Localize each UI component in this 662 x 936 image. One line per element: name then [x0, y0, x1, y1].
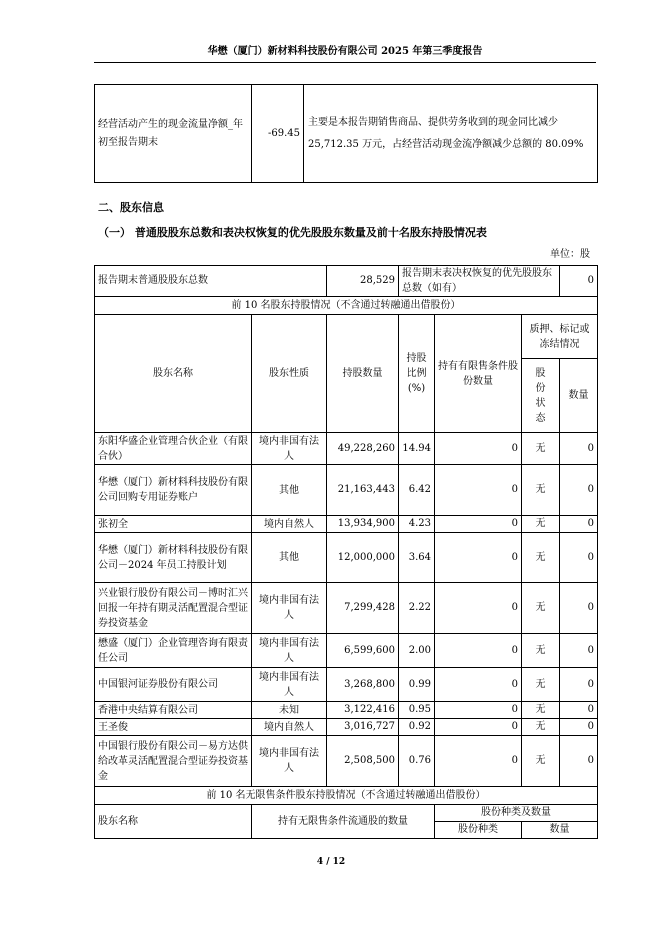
holder-rows — [95, 433, 598, 787]
holder-name: 懋盛（厦门）企业管理咨询有限责任公司 — [95, 634, 252, 668]
unrestricted-caption: 前 10 名无限售条件股东持股情况（不含通过转融通出借股份） — [95, 787, 598, 805]
holder-ratio: 14.94 — [399, 433, 435, 465]
section-title: 二、股东信息 — [98, 201, 164, 214]
holder-nature: 境内非国有法人 — [252, 668, 327, 702]
cash-flow-table — [94, 84, 598, 183]
holder-shares: 12,000,000 — [327, 533, 399, 583]
holder-ratio: 2.00 — [399, 634, 435, 668]
holder-restricted: 0 — [435, 668, 522, 702]
page-number: 4 / 12 — [316, 857, 346, 867]
holder-pledge-qty: 0 — [560, 634, 598, 668]
holder-row — [95, 433, 598, 465]
holder-row — [95, 634, 598, 668]
holder-row — [95, 736, 598, 787]
holder-pledge-qty: 0 — [560, 583, 598, 634]
holder-name: 张初全 — [95, 516, 252, 533]
holder-nature: 境内自然人 — [252, 516, 327, 533]
holder-ratio: 3.64 — [399, 533, 435, 583]
holder-row — [95, 702, 598, 719]
holder-shares: 21,163,443 — [327, 465, 399, 516]
cash-flow-reason: 主要是本报告期销售商品、提供劳务收到的现金同比减少 25,712.35 万元，占经营活动现金流净额减少总额的 80.09% — [304, 85, 598, 183]
holder-pledge-status: 无 — [522, 533, 560, 583]
unit-label: 单位：股 — [550, 249, 590, 260]
col-header-pledge: 质押、标记或冻结情况 — [522, 315, 598, 359]
holder-pledge-qty: 0 — [560, 465, 598, 516]
holder-nature: 其他 — [252, 465, 327, 516]
unrestricted-col-type-group: 股份种类及数量 — [435, 805, 598, 822]
holder-restricted: 0 — [435, 583, 522, 634]
holder-shares: 2,508,500 — [327, 736, 399, 787]
holder-nature: 境内自然人 — [252, 719, 327, 736]
col-header-ratio: 持股比例(%) — [399, 315, 435, 433]
holder-shares: 3,268,800 — [327, 668, 399, 702]
holder-nature: 未知 — [252, 702, 327, 719]
unrestricted-col-type: 股份种类 — [435, 822, 522, 839]
holder-restricted: 0 — [435, 533, 522, 583]
holder-shares: 7,299,428 — [327, 583, 399, 634]
cash-flow-value: -69.45 — [252, 85, 304, 183]
holder-row — [95, 516, 598, 533]
holder-shares: 13,934,900 — [327, 516, 399, 533]
holder-pledge-qty: 0 — [560, 668, 598, 702]
holder-ratio: 2.22 — [399, 583, 435, 634]
holder-nature: 境内非国有法人 — [252, 583, 327, 634]
holder-pledge-status: 无 — [522, 465, 560, 516]
holder-name: 华懋（厦门）新材料科技股份有限公司－2024 年员工持股计划 — [95, 533, 252, 583]
holder-pledge-status: 无 — [522, 634, 560, 668]
holder-nature: 其他 — [252, 533, 327, 583]
holder-row — [95, 719, 598, 736]
holder-pledge-qty: 0 — [560, 516, 598, 533]
holder-name: 兴业银行股份有限公司－博时汇兴回报一年持有期灵活配置混合型证券投资基金 — [95, 583, 252, 634]
holder-row — [95, 583, 598, 634]
holder-pledge-status: 无 — [522, 668, 560, 702]
holder-name: 中国银行股份有限公司－易方达供给改革灵活配置混合型证券投资基金 — [95, 736, 252, 787]
col-header-pledge-qty: 数量 — [560, 359, 598, 433]
holder-ratio: 0.76 — [399, 736, 435, 787]
holder-pledge-status: 无 — [522, 516, 560, 533]
holder-name: 香港中央结算有限公司 — [95, 702, 252, 719]
shareholders-table — [94, 265, 598, 839]
holder-nature: 境内非国有法人 — [252, 736, 327, 787]
holder-ratio: 4.23 — [399, 516, 435, 533]
holder-nature: 境内非国有法人 — [252, 433, 327, 465]
holder-restricted: 0 — [435, 433, 522, 465]
holder-pledge-qty: 0 — [560, 433, 598, 465]
holder-shares: 3,016,727 — [327, 719, 399, 736]
holder-restricted: 0 — [435, 736, 522, 787]
holder-name: 华懋（厦门）新材料科技股份有限公司回购专用证券账户 — [95, 465, 252, 516]
unrestricted-col-qty: 持有无限售条件流通股的数量 — [252, 805, 435, 839]
section-subtitle: （一） 普通股股东总数和表决权恢复的优先股股东数量及前十名股东持股情况表 — [98, 226, 487, 239]
top10-caption: 前 10 名股东持股情况（不含通过转融通出借股份） — [95, 297, 598, 315]
holder-row — [95, 668, 598, 702]
cash-flow-label: 经营活动产生的现金流量净额_年初至报告期末 — [95, 85, 252, 183]
holder-restricted: 0 — [435, 634, 522, 668]
holder-restricted: 0 — [435, 719, 522, 736]
preferred-holders-label: 报告期末表决权恢复的优先股股东总数（如有） — [399, 266, 560, 297]
header-rule — [94, 62, 596, 63]
col-header-restricted: 持有有限售条件股份数量 — [435, 315, 522, 433]
holder-restricted: 0 — [435, 465, 522, 516]
total-holders-label: 报告期末普通股股东总数 — [95, 266, 327, 297]
col-header-pledge-status: 股份状态 — [522, 359, 560, 433]
holder-name: 东阳华盛企业管理合伙企业（有限合伙） — [95, 433, 252, 465]
unrestricted-col-count: 数量 — [522, 822, 598, 839]
holder-ratio: 0.95 — [399, 702, 435, 719]
holder-pledge-qty: 0 — [560, 719, 598, 736]
holder-ratio: 0.99 — [399, 668, 435, 702]
holder-row — [95, 533, 598, 583]
holder-pledge-status: 无 — [522, 702, 560, 719]
holder-ratio: 0.92 — [399, 719, 435, 736]
holder-pledge-status: 无 — [522, 433, 560, 465]
holder-restricted: 0 — [435, 516, 522, 533]
col-header-name: 股东名称 — [95, 315, 252, 433]
holder-pledge-status: 无 — [522, 736, 560, 787]
holder-shares: 6,599,600 — [327, 634, 399, 668]
holder-shares: 3,122,416 — [327, 702, 399, 719]
holder-restricted: 0 — [435, 702, 522, 719]
holder-shares: 49,228,260 — [327, 433, 399, 465]
col-header-nature: 股东性质 — [252, 315, 327, 433]
unrestricted-col-name: 股东名称 — [95, 805, 252, 839]
col-header-shares: 持股数量 — [327, 315, 399, 433]
holder-name: 王圣俊 — [95, 719, 252, 736]
holder-pledge-qty: 0 — [560, 702, 598, 719]
holder-pledge-qty: 0 — [560, 736, 598, 787]
holder-pledge-qty: 0 — [560, 533, 598, 583]
holder-nature: 境内非国有法人 — [252, 634, 327, 668]
holder-ratio: 6.42 — [399, 465, 435, 516]
holder-pledge-status: 无 — [522, 719, 560, 736]
holder-row — [95, 465, 598, 516]
holder-pledge-status: 无 — [522, 583, 560, 634]
holder-name: 中国银河证券股份有限公司 — [95, 668, 252, 702]
preferred-holders-value: 0 — [560, 266, 598, 297]
page-header: 华懋（厦门）新材料科技股份有限公司 2025 年第三季度报告 — [207, 46, 483, 57]
total-holders-value: 28,529 — [327, 266, 399, 297]
